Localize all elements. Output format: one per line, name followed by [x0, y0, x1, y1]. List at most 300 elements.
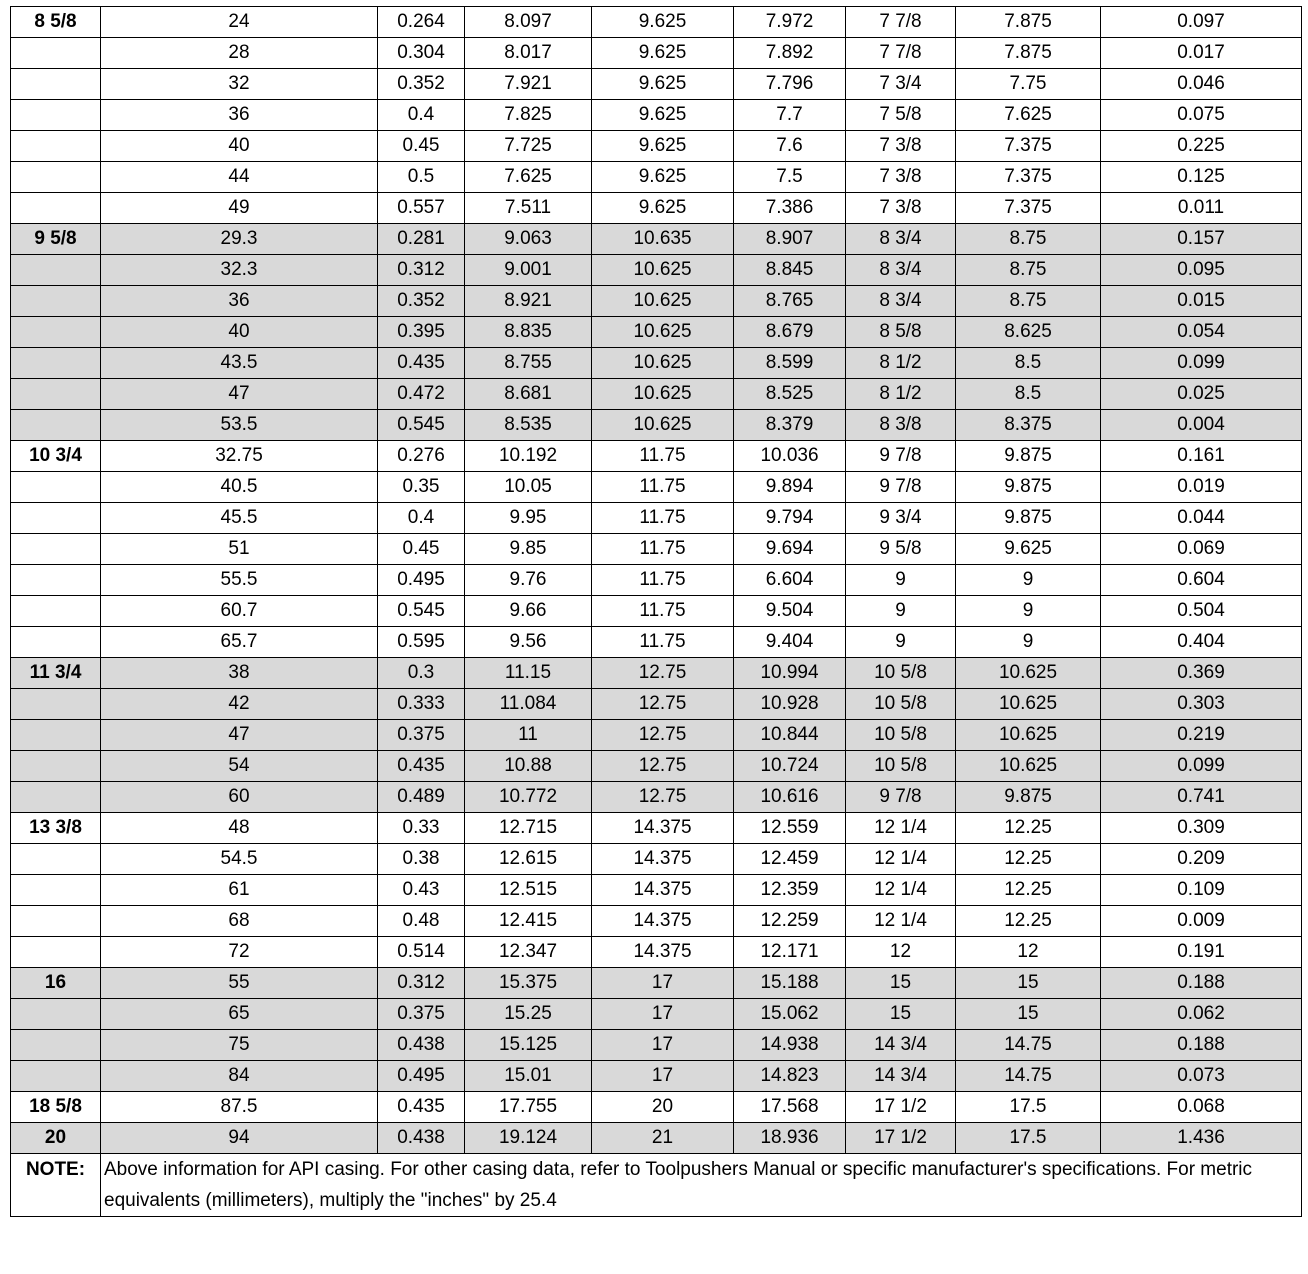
drift-diameter-cell: 18.936 — [734, 1123, 846, 1154]
table-row — [11, 813, 1302, 844]
drift-diameter-cell: 6.604 — [734, 565, 846, 596]
weight-cell: 40.5 — [101, 472, 378, 503]
weight-cell: 65 — [101, 999, 378, 1030]
clearance-cell: 0.011 — [1101, 193, 1302, 224]
coupling-od-cell: 9.625 — [592, 38, 734, 69]
inside-diameter-cell: 7.625 — [465, 162, 592, 193]
weight-cell: 55 — [101, 968, 378, 999]
coupling-od-cell: 10.625 — [592, 255, 734, 286]
bit-size-fraction-cell: 10 5/8 — [846, 689, 956, 720]
drift-diameter-cell: 7.7 — [734, 100, 846, 131]
table-row — [11, 1092, 1302, 1123]
inside-diameter-cell: 15.25 — [465, 999, 592, 1030]
bit-size-decimal-cell: 7.375 — [956, 131, 1101, 162]
clearance-cell: 0.004 — [1101, 410, 1302, 441]
drift-diameter-cell: 14.823 — [734, 1061, 846, 1092]
inside-diameter-cell: 10.05 — [465, 472, 592, 503]
casing-size-cell: 8 5/8 — [11, 7, 101, 38]
clearance-cell: 0.404 — [1101, 627, 1302, 658]
wall-thickness-cell: 0.395 — [378, 317, 465, 348]
casing-size-cell: 20 — [11, 1123, 101, 1154]
bit-size-decimal-cell: 9 — [956, 596, 1101, 627]
wall-thickness-cell: 0.48 — [378, 906, 465, 937]
coupling-od-cell: 12.75 — [592, 658, 734, 689]
inside-diameter-cell: 19.124 — [465, 1123, 592, 1154]
coupling-od-cell: 12.75 — [592, 720, 734, 751]
bit-size-fraction-cell: 14 3/4 — [846, 1061, 956, 1092]
bit-size-fraction-cell: 9 7/8 — [846, 472, 956, 503]
table-row — [11, 193, 1302, 224]
table-row — [11, 379, 1302, 410]
table-row — [11, 844, 1302, 875]
bit-size-fraction-cell: 7 3/8 — [846, 131, 956, 162]
clearance-cell: 0.188 — [1101, 1030, 1302, 1061]
casing-size-cell: 10 3/4 — [11, 441, 101, 472]
table-row — [11, 162, 1302, 193]
clearance-cell: 0.046 — [1101, 69, 1302, 100]
clearance-cell: 0.309 — [1101, 813, 1302, 844]
bit-size-fraction-cell: 9 5/8 — [846, 534, 956, 565]
weight-cell: 47 — [101, 379, 378, 410]
bit-size-fraction-cell: 7 5/8 — [846, 100, 956, 131]
weight-cell: 61 — [101, 875, 378, 906]
weight-cell: 43.5 — [101, 348, 378, 379]
casing-size-cell: 9 5/8 — [11, 224, 101, 255]
inside-diameter-cell: 8.921 — [465, 286, 592, 317]
table-body — [11, 7, 1302, 1217]
casing-size-cell: 18 5/8 — [11, 1092, 101, 1123]
coupling-od-cell: 17 — [592, 1061, 734, 1092]
inside-diameter-cell: 9.76 — [465, 565, 592, 596]
coupling-od-cell: 9.625 — [592, 131, 734, 162]
wall-thickness-cell: 0.472 — [378, 379, 465, 410]
bit-size-fraction-cell: 8 5/8 — [846, 317, 956, 348]
clearance-cell: 0.109 — [1101, 875, 1302, 906]
table-row — [11, 441, 1302, 472]
casing-size-cell — [11, 782, 101, 813]
table-row — [11, 596, 1302, 627]
inside-diameter-cell: 15.01 — [465, 1061, 592, 1092]
casing-size-cell — [11, 627, 101, 658]
inside-diameter-cell: 8.755 — [465, 348, 592, 379]
bit-size-decimal-cell: 12.25 — [956, 875, 1101, 906]
weight-cell: 32.75 — [101, 441, 378, 472]
wall-thickness-cell: 0.435 — [378, 348, 465, 379]
wall-thickness-cell: 0.45 — [378, 131, 465, 162]
bit-size-fraction-cell: 7 3/8 — [846, 162, 956, 193]
table-row — [11, 224, 1302, 255]
weight-cell: 24 — [101, 7, 378, 38]
coupling-od-cell: 21 — [592, 1123, 734, 1154]
bit-size-decimal-cell: 9.875 — [956, 472, 1101, 503]
wall-thickness-cell: 0.4 — [378, 503, 465, 534]
weight-cell: 48 — [101, 813, 378, 844]
inside-diameter-cell: 11.084 — [465, 689, 592, 720]
coupling-od-cell: 14.375 — [592, 844, 734, 875]
clearance-cell: 0.225 — [1101, 131, 1302, 162]
weight-cell: 44 — [101, 162, 378, 193]
table-row — [11, 534, 1302, 565]
table-row — [11, 255, 1302, 286]
bit-size-fraction-cell: 8 3/4 — [846, 224, 956, 255]
clearance-cell: 0.504 — [1101, 596, 1302, 627]
weight-cell: 87.5 — [101, 1092, 378, 1123]
coupling-od-cell: 11.75 — [592, 534, 734, 565]
table-row — [11, 503, 1302, 534]
weight-cell: 60.7 — [101, 596, 378, 627]
inside-diameter-cell: 12.515 — [465, 875, 592, 906]
drift-diameter-cell: 12.259 — [734, 906, 846, 937]
weight-cell: 45.5 — [101, 503, 378, 534]
clearance-cell: 0.068 — [1101, 1092, 1302, 1123]
weight-cell: 65.7 — [101, 627, 378, 658]
casing-size-cell — [11, 348, 101, 379]
casing-size-cell — [11, 100, 101, 131]
wall-thickness-cell: 0.5 — [378, 162, 465, 193]
wall-thickness-cell: 0.281 — [378, 224, 465, 255]
bit-size-decimal-cell: 8.75 — [956, 286, 1101, 317]
table-row — [11, 286, 1302, 317]
table-row — [11, 751, 1302, 782]
inside-diameter-cell: 7.725 — [465, 131, 592, 162]
bit-size-decimal-cell: 12 — [956, 937, 1101, 968]
bit-size-decimal-cell: 9.875 — [956, 503, 1101, 534]
weight-cell: 51 — [101, 534, 378, 565]
drift-diameter-cell: 9.794 — [734, 503, 846, 534]
weight-cell: 32 — [101, 69, 378, 100]
bit-size-fraction-cell: 9 3/4 — [846, 503, 956, 534]
bit-size-decimal-cell: 7.75 — [956, 69, 1101, 100]
coupling-od-cell: 11.75 — [592, 596, 734, 627]
drift-diameter-cell: 15.188 — [734, 968, 846, 999]
coupling-od-cell: 9.625 — [592, 69, 734, 100]
bit-size-fraction-cell: 9 — [846, 565, 956, 596]
wall-thickness-cell: 0.435 — [378, 1092, 465, 1123]
clearance-cell: 0.054 — [1101, 317, 1302, 348]
casing-size-cell — [11, 69, 101, 100]
inside-diameter-cell: 8.535 — [465, 410, 592, 441]
casing-size-cell — [11, 534, 101, 565]
weight-cell: 49 — [101, 193, 378, 224]
drift-diameter-cell: 7.5 — [734, 162, 846, 193]
clearance-cell: 0.075 — [1101, 100, 1302, 131]
drift-diameter-cell: 7.796 — [734, 69, 846, 100]
wall-thickness-cell: 0.438 — [378, 1123, 465, 1154]
bit-size-decimal-cell: 9 — [956, 627, 1101, 658]
bit-size-decimal-cell: 7.625 — [956, 100, 1101, 131]
table-row — [11, 38, 1302, 69]
bit-size-fraction-cell: 7 3/4 — [846, 69, 956, 100]
casing-size-cell — [11, 844, 101, 875]
casing-size-cell — [11, 503, 101, 534]
weight-cell: 40 — [101, 317, 378, 348]
coupling-od-cell: 10.625 — [592, 348, 734, 379]
bit-size-decimal-cell: 8.5 — [956, 348, 1101, 379]
clearance-cell: 0.095 — [1101, 255, 1302, 286]
wall-thickness-cell: 0.435 — [378, 751, 465, 782]
inside-diameter-cell: 7.511 — [465, 193, 592, 224]
bit-size-fraction-cell: 9 — [846, 627, 956, 658]
wall-thickness-cell: 0.375 — [378, 999, 465, 1030]
drift-diameter-cell: 15.062 — [734, 999, 846, 1030]
bit-size-decimal-cell: 15 — [956, 968, 1101, 999]
drift-diameter-cell: 8.679 — [734, 317, 846, 348]
bit-size-decimal-cell: 14.75 — [956, 1030, 1101, 1061]
inside-diameter-cell: 10.772 — [465, 782, 592, 813]
bit-size-fraction-cell: 17 1/2 — [846, 1123, 956, 1154]
bit-size-decimal-cell: 9 — [956, 565, 1101, 596]
table-row — [11, 317, 1302, 348]
drift-diameter-cell: 14.938 — [734, 1030, 846, 1061]
clearance-cell: 0.741 — [1101, 782, 1302, 813]
wall-thickness-cell: 0.595 — [378, 627, 465, 658]
weight-cell: 94 — [101, 1123, 378, 1154]
coupling-od-cell: 12.75 — [592, 689, 734, 720]
wall-thickness-cell: 0.514 — [378, 937, 465, 968]
clearance-cell: 0.069 — [1101, 534, 1302, 565]
table-row — [11, 627, 1302, 658]
wall-thickness-cell: 0.4 — [378, 100, 465, 131]
clearance-cell: 0.604 — [1101, 565, 1302, 596]
bit-size-fraction-cell: 14 3/4 — [846, 1030, 956, 1061]
bit-size-decimal-cell: 9.875 — [956, 782, 1101, 813]
bit-size-fraction-cell: 12 1/4 — [846, 813, 956, 844]
table-row — [11, 968, 1302, 999]
coupling-od-cell: 10.625 — [592, 317, 734, 348]
coupling-od-cell: 10.635 — [592, 224, 734, 255]
inside-diameter-cell: 11.15 — [465, 658, 592, 689]
table-row — [11, 782, 1302, 813]
wall-thickness-cell: 0.312 — [378, 968, 465, 999]
inside-diameter-cell: 15.375 — [465, 968, 592, 999]
table-row — [11, 658, 1302, 689]
table-row — [11, 720, 1302, 751]
wall-thickness-cell: 0.43 — [378, 875, 465, 906]
casing-size-cell — [11, 937, 101, 968]
drift-diameter-cell: 10.036 — [734, 441, 846, 472]
inside-diameter-cell: 12.615 — [465, 844, 592, 875]
inside-diameter-cell: 17.755 — [465, 1092, 592, 1123]
wall-thickness-cell: 0.495 — [378, 1061, 465, 1092]
clearance-cell: 0.219 — [1101, 720, 1302, 751]
bit-size-decimal-cell: 8.75 — [956, 255, 1101, 286]
drift-diameter-cell: 10.928 — [734, 689, 846, 720]
weight-cell: 40 — [101, 131, 378, 162]
clearance-cell: 0.191 — [1101, 937, 1302, 968]
coupling-od-cell: 11.75 — [592, 441, 734, 472]
bit-size-fraction-cell: 15 — [846, 968, 956, 999]
table-row — [11, 875, 1302, 906]
clearance-cell: 0.157 — [1101, 224, 1302, 255]
wall-thickness-cell: 0.45 — [378, 534, 465, 565]
clearance-cell: 0.369 — [1101, 658, 1302, 689]
weight-cell: 42 — [101, 689, 378, 720]
drift-diameter-cell: 8.379 — [734, 410, 846, 441]
bit-size-fraction-cell: 10 5/8 — [846, 720, 956, 751]
clearance-cell: 0.062 — [1101, 999, 1302, 1030]
casing-size-cell — [11, 1061, 101, 1092]
drift-diameter-cell: 7.6 — [734, 131, 846, 162]
drift-diameter-cell: 12.459 — [734, 844, 846, 875]
inside-diameter-cell: 12.347 — [465, 937, 592, 968]
clearance-cell: 0.099 — [1101, 751, 1302, 782]
wall-thickness-cell: 0.557 — [378, 193, 465, 224]
clearance-cell: 0.044 — [1101, 503, 1302, 534]
weight-cell: 55.5 — [101, 565, 378, 596]
table-row — [11, 999, 1302, 1030]
coupling-od-cell: 11.75 — [592, 503, 734, 534]
table-row — [11, 348, 1302, 379]
bit-size-fraction-cell: 9 — [846, 596, 956, 627]
clearance-cell: 0.099 — [1101, 348, 1302, 379]
bit-size-fraction-cell: 12 1/4 — [846, 844, 956, 875]
drift-diameter-cell: 9.694 — [734, 534, 846, 565]
casing-size-cell — [11, 906, 101, 937]
table-row — [11, 1061, 1302, 1092]
wall-thickness-cell: 0.495 — [378, 565, 465, 596]
table-row — [11, 472, 1302, 503]
bit-size-fraction-cell: 7 3/8 — [846, 193, 956, 224]
casing-size-cell: 11 3/4 — [11, 658, 101, 689]
drift-diameter-cell: 9.894 — [734, 472, 846, 503]
casing-size-cell — [11, 751, 101, 782]
bit-size-fraction-cell: 10 5/8 — [846, 751, 956, 782]
inside-diameter-cell: 11 — [465, 720, 592, 751]
drift-diameter-cell: 8.525 — [734, 379, 846, 410]
inside-diameter-cell: 12.715 — [465, 813, 592, 844]
casing-size-cell — [11, 875, 101, 906]
bit-size-fraction-cell: 8 1/2 — [846, 379, 956, 410]
clearance-cell: 0.019 — [1101, 472, 1302, 503]
coupling-od-cell: 17 — [592, 999, 734, 1030]
table-row — [11, 1030, 1302, 1061]
bit-size-fraction-cell: 8 3/4 — [846, 255, 956, 286]
bit-size-fraction-cell: 10 5/8 — [846, 658, 956, 689]
weight-cell: 32.3 — [101, 255, 378, 286]
table-row — [11, 937, 1302, 968]
wall-thickness-cell: 0.545 — [378, 410, 465, 441]
drift-diameter-cell: 7.972 — [734, 7, 846, 38]
inside-diameter-cell: 12.415 — [465, 906, 592, 937]
inside-diameter-cell: 9.001 — [465, 255, 592, 286]
casing-size-cell — [11, 131, 101, 162]
bit-size-decimal-cell: 10.625 — [956, 751, 1101, 782]
bit-size-fraction-cell: 17 1/2 — [846, 1092, 956, 1123]
drift-diameter-cell: 10.724 — [734, 751, 846, 782]
wall-thickness-cell: 0.35 — [378, 472, 465, 503]
casing-size-cell — [11, 317, 101, 348]
clearance-cell: 0.209 — [1101, 844, 1302, 875]
wall-thickness-cell: 0.489 — [378, 782, 465, 813]
weight-cell: 36 — [101, 286, 378, 317]
table-row — [11, 906, 1302, 937]
wall-thickness-cell: 0.264 — [378, 7, 465, 38]
bit-size-decimal-cell: 12.25 — [956, 906, 1101, 937]
casing-size-cell — [11, 689, 101, 720]
clearance-cell: 0.017 — [1101, 38, 1302, 69]
bit-size-decimal-cell: 12.25 — [956, 813, 1101, 844]
coupling-od-cell: 17 — [592, 1030, 734, 1061]
weight-cell: 54 — [101, 751, 378, 782]
coupling-od-cell: 17 — [592, 968, 734, 999]
drift-diameter-cell: 12.359 — [734, 875, 846, 906]
bit-size-fraction-cell: 8 1/2 — [846, 348, 956, 379]
bit-size-fraction-cell: 9 7/8 — [846, 441, 956, 472]
casing-size-cell — [11, 472, 101, 503]
drift-diameter-cell: 12.171 — [734, 937, 846, 968]
table-row — [11, 1123, 1302, 1154]
coupling-od-cell: 9.625 — [592, 162, 734, 193]
bit-size-decimal-cell: 10.625 — [956, 658, 1101, 689]
bit-size-decimal-cell: 10.625 — [956, 720, 1101, 751]
coupling-od-cell: 12.75 — [592, 751, 734, 782]
drift-diameter-cell: 7.386 — [734, 193, 846, 224]
coupling-od-cell: 14.375 — [592, 906, 734, 937]
bit-size-decimal-cell: 12.25 — [956, 844, 1101, 875]
bit-size-fraction-cell: 7 7/8 — [846, 7, 956, 38]
note-row — [11, 1154, 1302, 1217]
weight-cell: 29.3 — [101, 224, 378, 255]
coupling-od-cell: 14.375 — [592, 813, 734, 844]
drift-diameter-cell: 8.599 — [734, 348, 846, 379]
coupling-od-cell: 9.625 — [592, 193, 734, 224]
casing-size-cell — [11, 379, 101, 410]
casing-data-table — [10, 6, 1302, 1217]
wall-thickness-cell: 0.3 — [378, 658, 465, 689]
coupling-od-cell: 9.625 — [592, 7, 734, 38]
bit-size-fraction-cell: 12 — [846, 937, 956, 968]
inside-diameter-cell: 9.56 — [465, 627, 592, 658]
bit-size-fraction-cell: 9 7/8 — [846, 782, 956, 813]
inside-diameter-cell: 9.063 — [465, 224, 592, 255]
clearance-cell: 0.009 — [1101, 906, 1302, 937]
drift-diameter-cell: 8.765 — [734, 286, 846, 317]
casing-size-cell — [11, 193, 101, 224]
bit-size-decimal-cell: 7.375 — [956, 193, 1101, 224]
clearance-cell: 0.161 — [1101, 441, 1302, 472]
coupling-od-cell: 12.75 — [592, 782, 734, 813]
drift-diameter-cell: 9.404 — [734, 627, 846, 658]
casing-size-cell — [11, 565, 101, 596]
bit-size-decimal-cell: 7.875 — [956, 7, 1101, 38]
inside-diameter-cell: 8.835 — [465, 317, 592, 348]
wall-thickness-cell: 0.276 — [378, 441, 465, 472]
drift-diameter-cell: 17.568 — [734, 1092, 846, 1123]
table-row — [11, 565, 1302, 596]
bit-size-fraction-cell: 8 3/8 — [846, 410, 956, 441]
drift-diameter-cell: 7.892 — [734, 38, 846, 69]
drift-diameter-cell: 8.907 — [734, 224, 846, 255]
note-label: NOTE: — [11, 1154, 101, 1217]
bit-size-decimal-cell: 9.875 — [956, 441, 1101, 472]
weight-cell: 47 — [101, 720, 378, 751]
casing-size-cell — [11, 162, 101, 193]
casing-size-cell — [11, 255, 101, 286]
clearance-cell: 0.097 — [1101, 7, 1302, 38]
inside-diameter-cell: 7.825 — [465, 100, 592, 131]
bit-size-decimal-cell: 17.5 — [956, 1123, 1101, 1154]
inside-diameter-cell: 10.192 — [465, 441, 592, 472]
drift-diameter-cell: 10.994 — [734, 658, 846, 689]
clearance-cell: 0.188 — [1101, 968, 1302, 999]
wall-thickness-cell: 0.33 — [378, 813, 465, 844]
clearance-cell: 1.436 — [1101, 1123, 1302, 1154]
weight-cell: 75 — [101, 1030, 378, 1061]
weight-cell: 53.5 — [101, 410, 378, 441]
bit-size-decimal-cell: 14.75 — [956, 1061, 1101, 1092]
wall-thickness-cell: 0.312 — [378, 255, 465, 286]
casing-size-cell: 16 — [11, 968, 101, 999]
